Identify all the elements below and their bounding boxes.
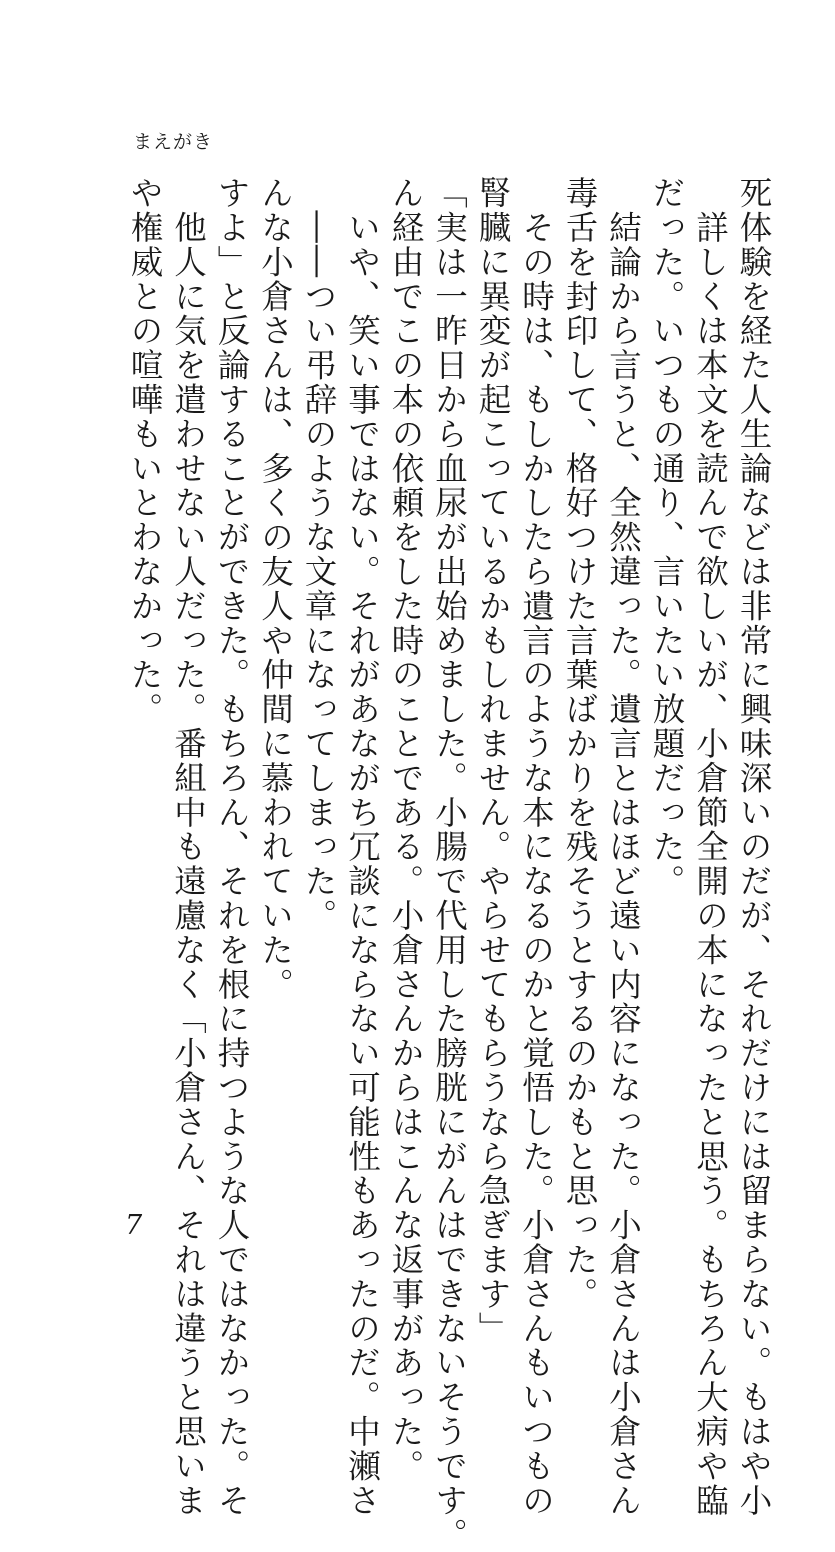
text-line: だった。いつもの通り、言いたい放題だった。 <box>648 176 686 899</box>
body-text <box>123 176 776 1552</box>
text-line: や権威との喧嘩もいとわなかった。 <box>126 176 164 727</box>
text-line: その時は、もしかしたら遺言のような本になるのかと覚悟した。小倉さんもいつもの <box>517 176 556 1518</box>
text-line: ん経由でこの本の依頼をした時のことである。小倉さんからはこんな返事があった。 <box>387 176 425 1484</box>
running-head: まえがき <box>133 131 214 153</box>
text-line: すよ」と反論することができた。もちろん、それを根に持つような人ではなかった。そ <box>213 176 251 1518</box>
text-line: いや、笑い事ではない。それがあながち冗談にならない可能性もあったのだ。中瀬さ <box>343 176 382 1518</box>
text-line: んな小倉さんは、多くの友人や仲間に慕われていた。 <box>256 176 295 1002</box>
page-number: 7 <box>125 1210 143 1241</box>
text-line: ――つい弔辞のような文章になってしまった。 <box>300 176 338 933</box>
text-line: 死体験を経た人生論などは非常に興味深いのだが、それだけには留まらない。もはや小 <box>735 176 773 1518</box>
text-line: 「実は一昨日から血尿が出始めました。小腸で代用した膀胱にがんはできないそうです。 <box>430 176 469 1552</box>
text-line: 他人に気を遣わせない人だった。番組中も遠慮なく「小倉さん、それは違うと思いま <box>169 176 208 1518</box>
text-line: 結論から言うと、全然違った。遺言とはほど遠い内容になった。小倉さんは小倉さん <box>604 176 643 1518</box>
text-line: 詳しくは本文を読んで欲しいが、小倉節全開の本になったと思う。もちろん大病や臨 <box>691 176 730 1518</box>
text-line: 腎臓に異変が起こっているかもしれません。やらせてもらうなら急ぎます」 <box>474 176 512 1346</box>
text-line: 毒舌を封印して、格好つけた言葉ばかりを残そうとするのかもと思った。 <box>561 176 599 1312</box>
